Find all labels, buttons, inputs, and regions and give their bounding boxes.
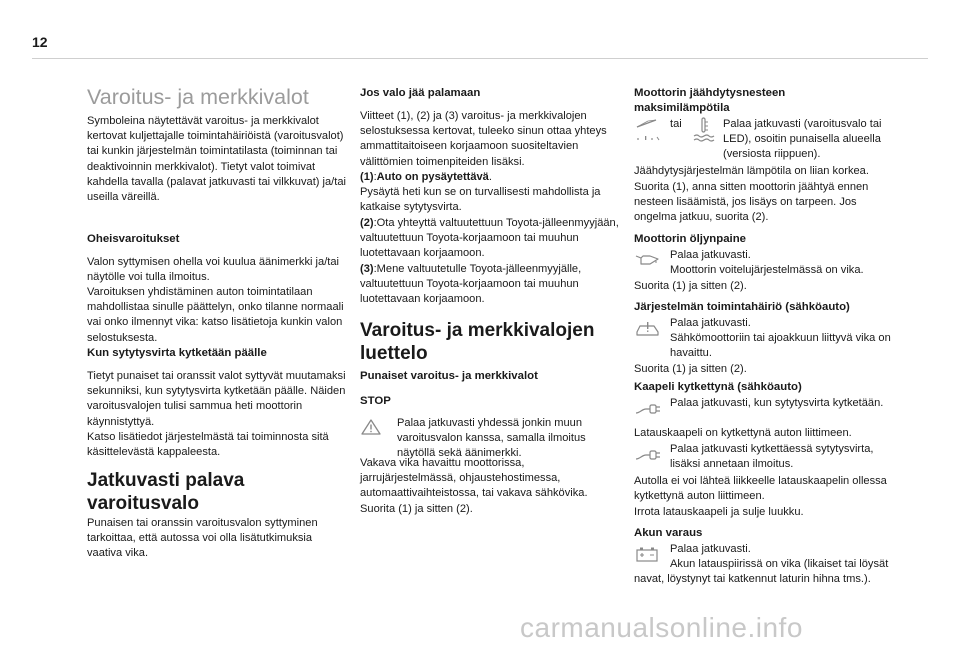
battery-paragraph-2: Akun latauspiirissä on vika (likaiset tai löysät navat, löystynyt tai katkennut laturin hihna tms.). (634, 558, 889, 586)
plug-icon (634, 446, 656, 464)
warning-triangle-icon (360, 418, 382, 436)
accessory-paragraph-2: Varoituksen yhdistäminen auton toimintatilaan mahdollistaa sinulle päättelyn, onko tilanne normaali vai onko ilmennyt vika: katso lisätietoja kunkin valon selostuksesta. (87, 286, 344, 344)
coolant-paragraph-3: Suorita (1), anna sitten moottorin jäähtyä ennen nesteen lisäämistä, jos lisäys on tarpeen. Jos ongelma jatkuu, suorita (2). (634, 181, 869, 224)
heading-accessory: Oheisvaroitukset (87, 233, 180, 245)
heading-remains: Jos valo jää palamaan (360, 87, 481, 99)
oil-paragraph-1: Palaa jatkuvasti. (670, 249, 751, 261)
heading-list: Varoitus- ja merkkivalojen luettelo (360, 320, 595, 364)
system-paragraph-2: Sähkömoottoriin tai ajoakkuun liittyvä vika on havaittu. (670, 332, 891, 360)
accessory-paragraph-1: Valon syttymisen ohella voi kuulua äänimerkki ja/tai näytölle voi tulla ilmoitus. (87, 256, 339, 284)
plug-icon (634, 400, 656, 418)
heading-battery: Akun varaus (634, 527, 703, 539)
reference-1-label: (1) (360, 171, 374, 183)
cable-paragraph-5: Irrota latauskaapeli ja sulje luukku. (634, 506, 804, 518)
ev-car-warning-icon (634, 320, 656, 338)
watermark: carmanualsonline.info (520, 612, 803, 643)
remains-paragraph: Viitteet (1), (2) ja (3) varoitus- ja merkkivalojen selostuksessa kertovat, tuleeko sinun ottaa yhteys ammattitaitoiseen korjaamoon suositeltavien välittömien toimenpiteiden lisäksi. (360, 110, 607, 168)
coolant-entry (634, 117, 896, 163)
system-entry (634, 316, 896, 362)
heading-stop: STOP (360, 395, 391, 407)
oil-paragraph-3: Suorita (1) ja sitten (2). (634, 280, 747, 292)
intro-paragraph: Symboleina näytettävät varoitus- ja merkkivalot kertovat kuljettajalle toimintahäiriöistä (varoitusvalot) tai kunkin järjestelmän toimintatilasta (toiminnan tai deaktivoinnin merkkivalot). Tietyt valot toimivat kahdella tavalla (palavat jatkuvasti tai vilkkuvat) ja/tai useilla väreillä. (87, 115, 346, 204)
header-divider (32, 58, 928, 59)
cable-paragraph-1: Palaa jatkuvasti, kun sytytysvirta kytketään. (670, 397, 884, 409)
heading-system: Järjestelmän toimintahäiriö (sähköauto) (634, 301, 850, 313)
stop-paragraph-1: Palaa jatkuvasti yhdessä jonkin muun varoitusvalon kanssa, samalla ilmoitus näytöllä sekä äänimerkki. (397, 417, 586, 460)
reference-2-label: (2) (360, 217, 374, 229)
battery-paragraph-1: Palaa jatkuvasti. (670, 543, 751, 555)
oil-entry (634, 248, 896, 278)
heading-red-lights: Punaiset varoitus- ja merkkivalot (360, 370, 538, 382)
reference-1: (1):Auto on pysäytettävä. (360, 171, 492, 183)
heading-ignition: Kun sytytysvirta kytketään päälle (87, 347, 267, 359)
reference-3-text: Mene valtuutetulle Toyota-jälleenmyyjälle, valtuutettuun Toyota-korjaamoon tai muuhun luotettavaan korjaamoon. (360, 263, 582, 306)
reference-3: (3):Mene valtuutetulle Toyota-jälleenmyyjälle, valtuutettuun Toyota-korjaamoon tai muuhun luotettavaan korjaamoon. (360, 263, 582, 306)
coolant-paragraph-2: Jäähdytysjärjestelmän lämpötila on liian korkea. (634, 165, 869, 177)
reference-1-bold: Auto on pysäytettävä (376, 171, 489, 183)
oil-paragraph-2: Moottorin voitelujärjestelmässä on vika. (670, 264, 864, 277)
coolant-gauge-icon (634, 117, 662, 145)
system-paragraph-1: Palaa jatkuvasti. (670, 317, 751, 329)
heading-continuous: Jatkuvasti palava varoitusvalo (87, 470, 245, 514)
ignition-paragraph-2: Katso lisätiedot järjestelmästä tai toiminnosta sitä käsittelevästä kappaleesta. (87, 431, 329, 459)
reference-2-text: Ota yhteyttä valtuutettuun Toyota-jälleenmyyjään, valtuutettuun Toyota-korjaamoon tai muuhun luotettavaan korjaamoon. (360, 217, 619, 260)
heading-cable: Kaapeli kytkettynä (sähköauto) (634, 381, 802, 393)
continuous-paragraph: Punaisen tai oranssin varoitusvalon syttyminen tarkoittaa, että autossa voi olla lisätutkimuksia vaativa vika. (87, 517, 318, 560)
heading-coolant: Moottorin jäähdytysnesteen maksimilämpötila (634, 87, 786, 114)
coolant-paragraph-1: Palaa jatkuvasti (varoitusvalo tai LED), osoitin punaisella alueella (versiosta riippuen). (723, 118, 882, 161)
stop-entry (360, 416, 622, 462)
stop-paragraph-3: Suorita (1) ja sitten (2). (360, 503, 473, 515)
section-title: Varoitus- ja merkkivalot (87, 85, 309, 109)
system-paragraph-3: Suorita (1) ja sitten (2). (634, 363, 747, 375)
stop-paragraph-2: Vakava vika havaittu moottorissa, jarrujärjestelmässä, ohjaustehostimessa, automaattivaihteistossa, tai vakava sähkövika. (360, 457, 588, 500)
ignition-paragraph-1: Tietyt punaiset tai oranssit valot syttyvät muutamaksi sekunniksi, kun sytytysvirta kytketään päälle. Näiden varoitusvalojen tulisi sammua heti moottorin käynnistyttyä. (87, 370, 346, 428)
cable-entry-2 (634, 442, 896, 472)
cable-paragraph-4: Autolla ei voi lähteä liikkeelle latauskaapelin ollessa kytkettynä auton liittimeen. (634, 475, 887, 503)
cable-entry-1 (634, 396, 896, 418)
oil-can-icon (634, 252, 656, 270)
coolant-thermometer-icon (692, 117, 716, 145)
reference-1-text: Pysäytä heti kun se on turvallisesti mahdollista ja katkaise sytytysvirta. (360, 186, 601, 214)
cable-paragraph-2: Latauskaapeli on kytkettynä auton liittimeen. (634, 427, 852, 439)
heading-oil: Moottorin öljynpaine (634, 233, 746, 245)
reference-3-label: (3) (360, 263, 374, 275)
reference-2: (2):Ota yhteyttä valtuutettuun Toyota-jälleenmyyjään, valtuutettuun Toyota-korjaamoon tai muuhun luotettavaan korjaamoon. (360, 217, 619, 260)
cable-paragraph-3: Palaa jatkuvasti kytkettäessä sytytysvirta, lisäksi annetaan ilmoitus. (670, 443, 874, 471)
page-number: 12 (32, 34, 48, 50)
coolant-tai: tai (670, 118, 682, 130)
